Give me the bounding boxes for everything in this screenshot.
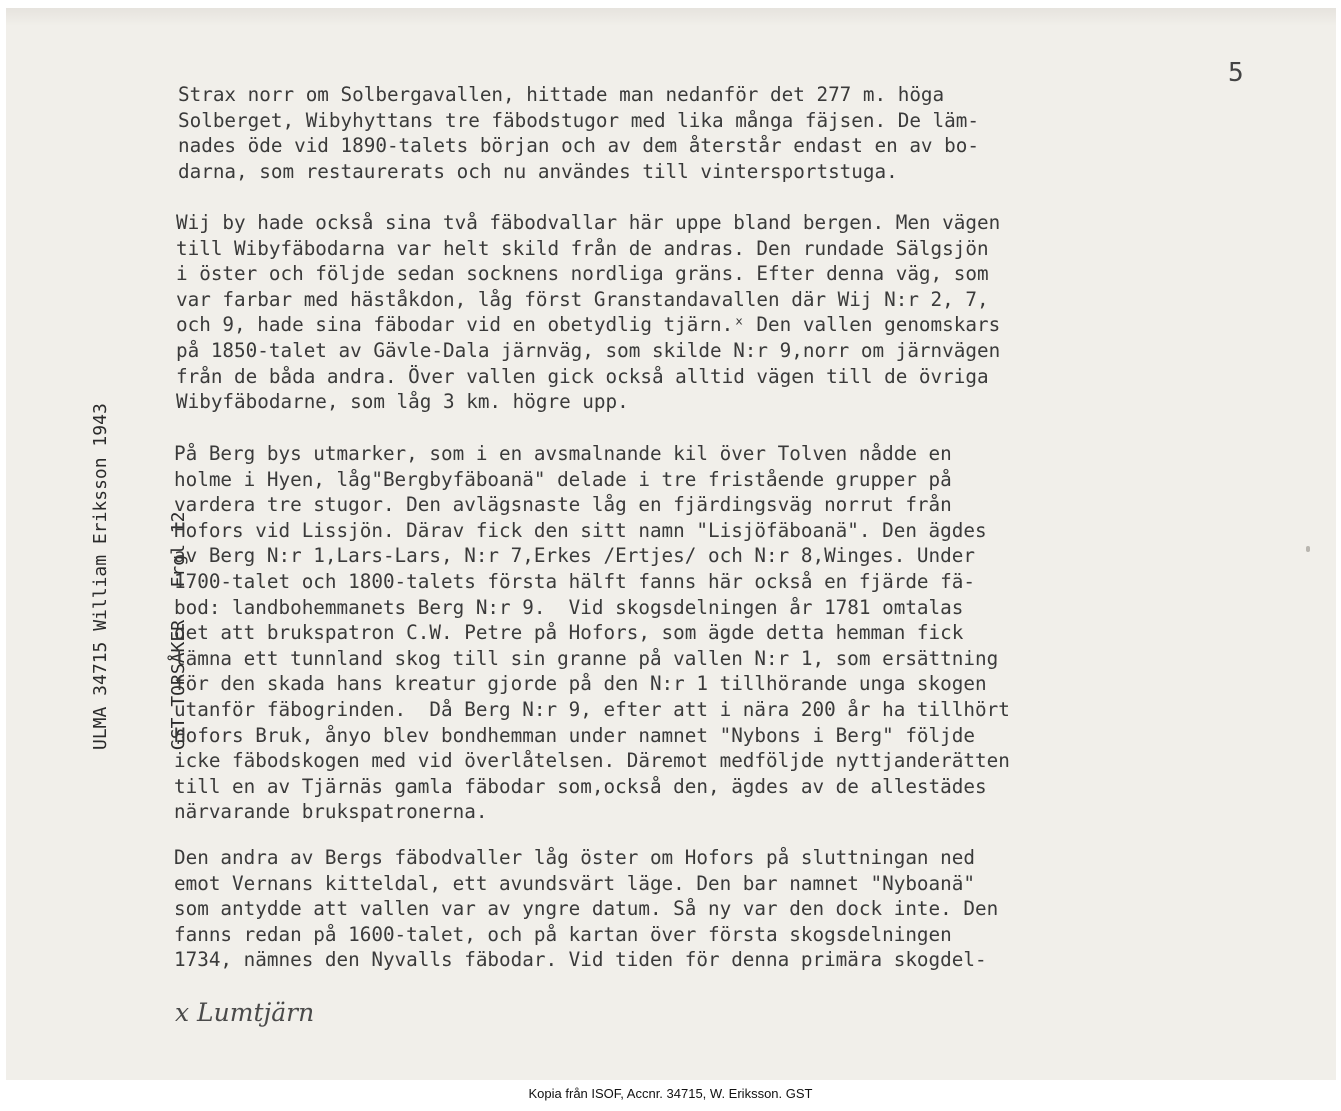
text-line: lämna ett tunnland skog till sin granne på vallen N:r 1, som ersättning (174, 646, 999, 670)
paragraph-4 (174, 845, 998, 973)
text-line: emot Vernans kitteldal, ett avundsvärt läge. Den bar namnet "Nyboanä" (174, 871, 975, 895)
text-line: fanns redan på 1600-talet, och på kartan över första skogsdelningen (174, 922, 952, 946)
archive-stamp-line-2: GST TORSÅKER Frgl 12 (167, 511, 189, 750)
text-line: närvarande brukspatronerna. (174, 800, 488, 824)
text-line: som antydde att vallen var av yngre datum. Så ny var den dock inte. Den (174, 897, 999, 921)
page-top-edge (6, 8, 1336, 26)
text-line: utanför fäbogrinden. Då Berg N:r 9, efter att i nära 200 år ha tillhört (174, 697, 1010, 721)
text-line: till en av Tjärnäs gamla fäbodar som,också den, ägdes av de allestädes (174, 774, 987, 798)
text-line: av Berg N:r 1,Lars-Lars, N:r 7,Erkes /Ertjes/ och N:r 8,Winges. Under (174, 544, 975, 568)
archive-footer: Kopia från ISOF, Accnr. 34715, W. Eriksson. GST (528, 1086, 813, 1101)
text-line: nades öde vid 1890-talets början och av dem återstår endast en av bo- (178, 134, 979, 158)
text-line: darna, som restaurerats och nu användes till vintersportstuga. (178, 159, 898, 183)
text-line: Den andra av Bergs fäbodvaller låg öster om Hofors på sluttningan ned (174, 846, 975, 869)
text-line: och 9, hade sina fäbodar vid en obetydlig tjärn.ˣ Den vallen genomskars (176, 313, 1001, 337)
paragraph-3 (174, 441, 1010, 825)
text-line: icke fäbodskogen med vid överlåtelsen. Däremot medföljde nyttjanderätten (174, 749, 1010, 773)
text-line: Wij by hade också sina två fäbodvallar här uppe bland bergen. Men vägen (176, 211, 1001, 234)
text-line: det att brukspatron C.W. Petre på Hofors, som ägde detta hemman fick (174, 621, 964, 645)
text-line: för den skada hans kreatur gjorde på den N:r 1 tillhörande unga skogen (174, 672, 987, 696)
page-number: 5 (1228, 58, 1244, 88)
handwritten-footnote: x Lumtjärn (175, 998, 315, 1027)
text-line: bod: landbohemmanets Berg N:r 9. Vid skogsdelningen år 1781 omtalas (174, 595, 964, 619)
paper-speck (1306, 546, 1310, 552)
text-line: var farbar med häståkdon, låg först Granstandavallen där Wij N:r 2, 7, (176, 287, 989, 311)
paragraph-1 (178, 82, 979, 184)
paragraph-2 (176, 210, 1000, 415)
text-line: till Wibyfäbodarna var helt skild från de andras. Den rundade Sälgsjön (176, 236, 989, 260)
text-line: Wibyfäbodarne, som låg 3 km. högre upp. (176, 390, 629, 414)
text-line: Strax norr om Solbergavallen, hittade man nedanför det 277 m. höga (178, 83, 945, 106)
text-line: Hofors Bruk, ånyo blev bondhemman under namnet "Nybons i Berg" följde (174, 723, 975, 747)
text-line: i öster och följde sedan socknens nordliga gräns. Efter denna väg, som (176, 262, 989, 286)
text-line: vardera tre stugor. Den avlägsnaste låg en fjärdingsväg norrut från (174, 493, 952, 517)
text-line: Solberget, Wibyhyttans tre fäbodstugor med lika många fäjsen. De läm- (178, 108, 979, 132)
text-line: holme i Hyen, låg"Bergbyfäboanä" delade i tre fristående grupper på (174, 467, 952, 491)
text-line: på 1850-talet av Gävle-Dala järnväg, som skilde N:r 9,norr om järnvägen (176, 338, 1001, 362)
text-line: 1734, nämnes den Nyvalls fäbodar. Vid tiden för denna primära skogdel- (174, 948, 987, 972)
text-line: På Berg bys utmarker, som i en avsmalnande kil över Tolven nådde en (174, 442, 952, 465)
text-line: från de båda andra. Över vallen gick också alltid vägen till de övriga (176, 364, 989, 388)
text-line: 1700-talet och 1800-talets första hälft fanns här också en fjärde fä- (174, 569, 975, 593)
archive-stamp-line-1: ULMA 34715 William Eriksson 1943 (90, 403, 111, 750)
text-line: Hofors vid Lissjön. Därav fick den sitt namn "Lisjöfäboanä". Den ägdes (174, 518, 987, 542)
